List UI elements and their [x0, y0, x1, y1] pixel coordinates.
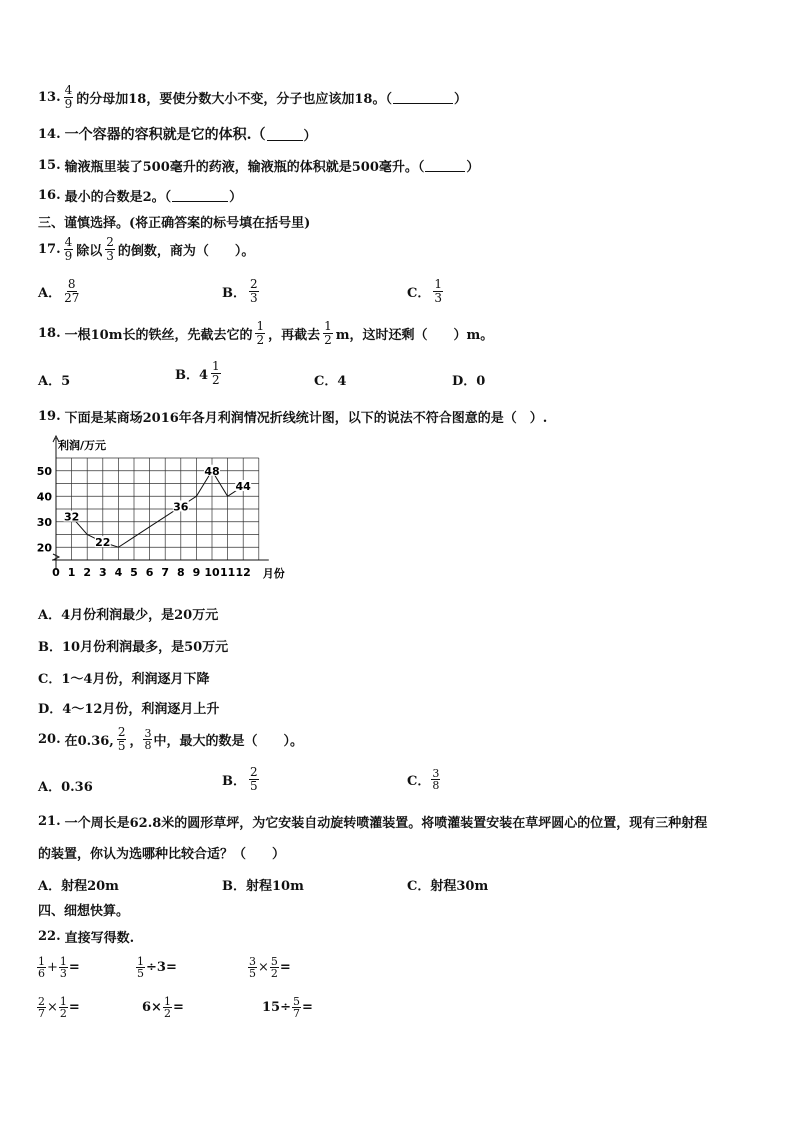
x-tick-label: 3 — [98, 566, 107, 579]
fraction: $\frac{1}{2}$ — [324, 319, 332, 347]
expression-6: 15÷ $\frac{5}{7}$ = — [262, 995, 313, 1020]
question-text: 下面是某商场2016年各月利润情况折线统计图，以下的说法不符合图意的是（ ）. — [64, 411, 548, 426]
question-16 — [38, 186, 242, 205]
option-d[interactable]: D．0 — [452, 374, 486, 389]
x-tick-label: 1 — [67, 566, 76, 579]
separator: ， — [129, 734, 143, 749]
option-c[interactable]: C． $\frac{1}{3}$ — [407, 277, 442, 305]
question-19 — [38, 407, 547, 426]
x-tick-label: 4 — [114, 566, 123, 579]
fraction: $\frac{4}{9}$ — [64, 235, 73, 263]
answer-blank[interactable] — [425, 159, 465, 172]
question-number: 22. — [38, 929, 61, 944]
option-b[interactable]: B． $\frac{2}{5}$ — [222, 765, 258, 793]
x-tick-label: 6 — [145, 566, 154, 579]
question-13 — [38, 84, 467, 111]
option-a[interactable]: A．0.36 — [38, 780, 93, 795]
question-18 — [38, 320, 493, 347]
x-tick-label: 7 — [161, 566, 170, 579]
question-text: ，再截去 — [268, 328, 321, 343]
x-tick-label: 0 — [52, 566, 60, 579]
fraction: $\frac{3}{8}$ — [432, 767, 440, 792]
question-text: m，这时还剩（ ）m。 — [335, 328, 494, 343]
x-tick-label: 9 — [192, 566, 201, 579]
question-22 — [38, 927, 134, 946]
question-number: 14. — [38, 126, 61, 142]
option-b[interactable]: B．10月份利润最多，是50万元 — [38, 640, 229, 655]
question-number: 21. — [38, 814, 61, 829]
option-c[interactable]: C．射程30m — [407, 879, 489, 894]
data-label: 32 — [63, 510, 80, 524]
option-a[interactable]: A． $\frac{8}{27}$ — [38, 277, 80, 305]
close-paren: ） — [453, 92, 467, 107]
fraction: $\frac{1}{2}$ — [256, 319, 265, 347]
question-21 — [38, 812, 707, 831]
section-heading-4: 四、细想快算。 — [38, 904, 130, 919]
x-axis-label: 月份 — [262, 567, 285, 580]
x-tick-label: 11 — [219, 566, 236, 579]
y-tick-label: 50 — [36, 464, 52, 478]
fraction: $\frac{8}{27}$ — [64, 277, 80, 305]
option-c[interactable]: C．1～4月份，利润逐月下降 — [38, 672, 210, 687]
answer-blank[interactable] — [172, 189, 228, 202]
answer-blank[interactable] — [267, 128, 303, 141]
question-number: 18. — [38, 326, 61, 341]
fraction: $\frac{1}{3}$ — [434, 277, 442, 305]
question-number: 19. — [38, 409, 61, 424]
question-text: 的倒数，商为（ ）。 — [117, 244, 255, 259]
data-label: 22 — [95, 536, 111, 550]
option-b[interactable]: B．射程10m — [222, 879, 304, 894]
question-number: 13. — [38, 90, 61, 105]
fraction: $\frac{1}{2}$ — [212, 359, 220, 387]
profit-line-chart — [30, 432, 300, 592]
question-text: 最小的合数是2。（ — [64, 190, 172, 205]
question-number: 17. — [38, 242, 61, 257]
y-tick-label: 30 — [36, 515, 52, 529]
option-b[interactable]: B． $\frac{2}{3}$ — [222, 277, 258, 305]
question-number: 16. — [38, 188, 61, 203]
question-number: 20. — [38, 732, 61, 747]
x-tick-label: 5 — [130, 566, 138, 579]
question-text: 一根10m长的铁丝，先截去它的 — [64, 328, 253, 343]
option-c[interactable]: C． $\frac{3}{8}$ — [407, 767, 440, 792]
expression-3: $\frac{3}{5}$ × $\frac{5}{2}$ = — [249, 955, 291, 980]
x-tick-label: 2 — [83, 566, 92, 579]
option-c[interactable]: C．4 — [314, 374, 347, 389]
question-text: 的分母加18，要使分数大小不变，分子也应该加18。（ — [76, 92, 392, 107]
option-a[interactable]: A．5 — [38, 374, 71, 389]
question-text: 一个容器的容积就是它的体积.（ — [64, 127, 266, 143]
question-text: 直接写得数. — [64, 931, 135, 946]
question-15 — [38, 156, 479, 175]
fraction: $\frac{2}{5}$ — [250, 765, 258, 793]
question-21-cont: 的装置，你认为选哪种比较合适？（ ） — [38, 847, 286, 862]
y-axis-label: 利润/万元 — [58, 439, 107, 452]
x-tick-label: 12 — [235, 566, 251, 579]
question-text: 输液瓶里装了500毫升的药液，输液瓶的体积就是500毫升。（ — [64, 160, 425, 175]
answer-blank[interactable] — [393, 91, 453, 104]
x-tick-label: 8 — [176, 566, 185, 579]
question-14 — [38, 124, 317, 144]
fraction: $\frac{2}{3}$ — [250, 277, 258, 305]
x-tick-label: 10 — [204, 566, 220, 579]
expression-5: 6× $\frac{1}{2}$ = — [142, 995, 184, 1020]
data-label: 36 — [173, 500, 189, 514]
question-text: 一个周长是62.8米的圆形草坪，为它安装自动旋转喷灌装置。将喷灌装置安装在草坪圆心的位置，现有三种射程 — [64, 816, 708, 831]
question-17 — [38, 236, 254, 263]
fraction: $\frac{3}{8}$ — [144, 727, 152, 752]
data-label: 44 — [235, 480, 251, 494]
question-number: 15. — [38, 158, 61, 173]
close-paren: ） — [229, 190, 243, 205]
close-paren: ） — [303, 128, 317, 144]
chart-grid — [56, 458, 259, 560]
y-tick-label: 40 — [36, 490, 52, 504]
option-a[interactable]: A．射程20m — [38, 879, 119, 894]
data-label: 48 — [204, 464, 220, 478]
expression-2: $\frac{1}{5}$ ÷3 = — [137, 955, 177, 980]
question-20 — [38, 726, 303, 753]
question-text: 在0.36, — [64, 734, 114, 749]
close-paren: ） — [466, 160, 480, 175]
question-text: 中，最大的数是（ ）。 — [153, 734, 303, 749]
expression-1: $\frac{1}{6}$ + $\frac{1}{3}$ = — [38, 955, 80, 980]
option-a[interactable]: A．4月份利润最少，是20万元 — [38, 608, 219, 623]
option-d[interactable]: D．4～12月份，利润逐月上升 — [38, 702, 220, 717]
fraction: $\frac{2}{5}$ — [117, 725, 126, 753]
fraction: $\frac{2}{3}$ — [106, 235, 114, 263]
expression-4: $\frac{2}{7}$ × $\frac{1}{2}$ = — [38, 995, 80, 1020]
section-heading-3: 三、谨慎选择。(将正确答案的标号填在括号里) — [38, 216, 311, 231]
fraction: $\frac{4}{9}$ — [64, 83, 73, 111]
option-b[interactable]: B．4 $\frac{1}{2}$ — [175, 359, 220, 387]
question-text: 除以 — [76, 244, 103, 259]
chart-axes — [52, 436, 269, 570]
y-tick-label: 20 — [36, 541, 52, 555]
